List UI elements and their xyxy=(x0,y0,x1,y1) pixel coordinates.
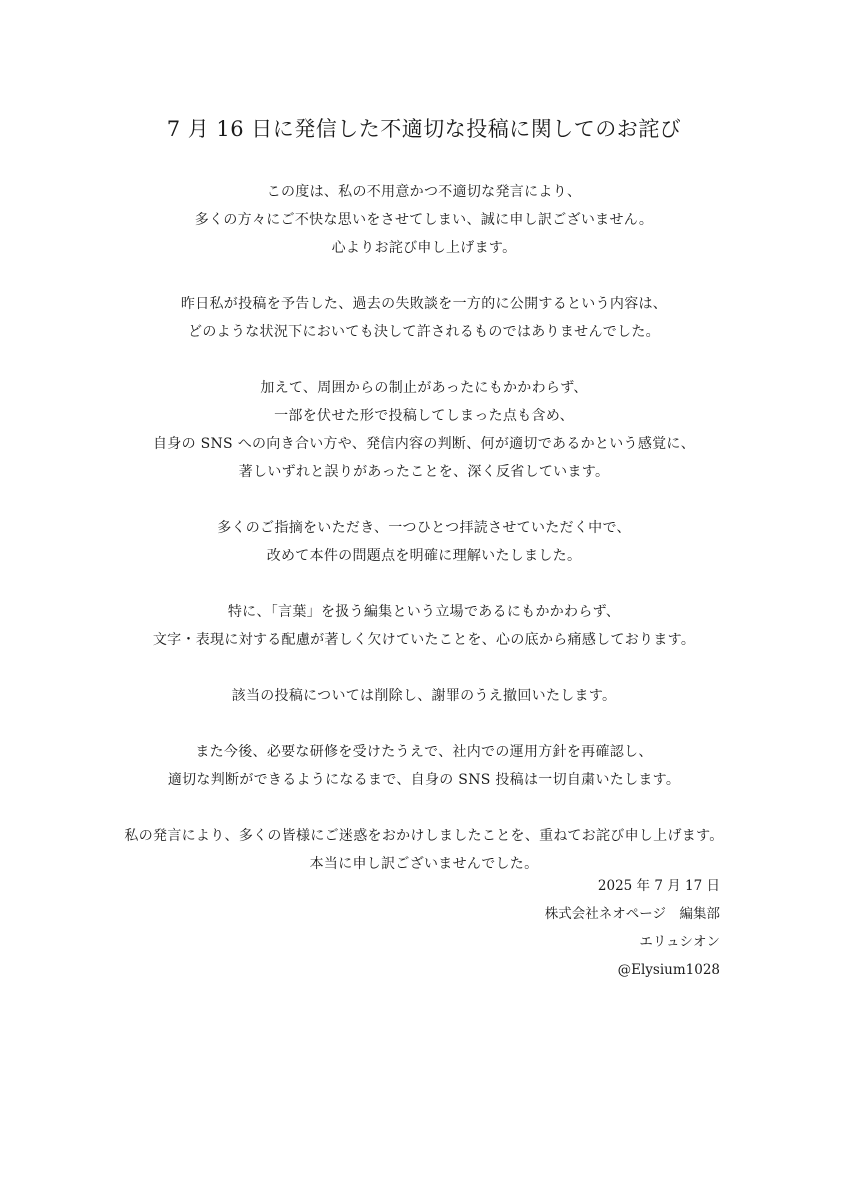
paragraph-line: 適切な判断ができるようになるまで、自身の SNS 投稿は一切自粛いたします。 xyxy=(167,772,681,788)
paragraph-1 xyxy=(24,178,824,262)
paragraph-line: 自身の SNS への向き合い方や、発信内容の判断、何が適切であるかという感覚に、 xyxy=(152,436,696,452)
paragraph-line: 本当に申し訳ございませんでした。 xyxy=(309,856,539,872)
signature-name: エリュシオン xyxy=(639,934,720,950)
paragraph-line: 特に、「言葉」を扱う編集という立場であるにもかかわらず、 xyxy=(227,604,621,620)
paragraph-6 xyxy=(24,682,824,710)
paragraph-4 xyxy=(24,514,824,570)
paragraph-7 xyxy=(24,738,824,794)
signature-handle: @Elysium1028 xyxy=(617,962,720,978)
paragraph-line: 昨日私が投稿を予告した、過去の失敗談を一方的に公開するという内容は、 xyxy=(180,296,668,312)
paragraph-line: 一部を伏せた形で投稿してしまった点も含め、 xyxy=(274,408,574,424)
paragraph-line: 多くのご指摘をいただき、一つひとつ拝読させていただく中で、 xyxy=(217,520,631,536)
paragraph-3 xyxy=(24,374,824,486)
paragraph-line: 心よりお詫び申し上げます。 xyxy=(331,240,517,256)
paragraph-line: 改めて本件の問題点を明確に理解いたしました。 xyxy=(266,548,582,564)
paragraph-line: 著しいずれと誤りがあったことを、深く反省しています。 xyxy=(238,464,610,480)
paragraph-line: 文字・表現に対する配慮が著しく欠けていたことを、心の底から痛感しております。 xyxy=(152,632,696,648)
document-body xyxy=(24,178,824,906)
paragraph-line: どのような状況下においても決して許されるものではありませんでした。 xyxy=(188,324,660,340)
paragraph-line: また今後、必要な研修を受けたうえで、社内での運用方針を再確認し、 xyxy=(195,744,653,760)
paragraph-line: 該当の投稿については削除し、謝罪のうえ撤回いたします。 xyxy=(231,688,617,704)
paragraph-line: 私の発言により、多くの皆様にご迷惑をおかけしましたことを、重ねてお詫び申し上げます。 xyxy=(124,828,724,844)
paragraph-line: 多くの方々にご不快な思いをさせてしまい、誠に申し訳ございません。 xyxy=(194,212,654,228)
signature-date: 2025 年 7 月 17 日 xyxy=(597,878,720,894)
paragraph-line: 加えて、周囲からの制止があったにもかかわらず、 xyxy=(260,380,588,396)
signature-block xyxy=(545,872,720,984)
signature-company: 株式会社ネオページ 編集部 xyxy=(544,906,720,922)
paragraph-2 xyxy=(24,290,824,346)
paragraph-5 xyxy=(24,598,824,654)
paragraph-line: この度は、私の不用意かつ不適切な発言により、 xyxy=(266,184,582,200)
paragraph-8 xyxy=(24,822,824,878)
document-title: 7 月 16 日に発信した不適切な投稿に関してのお詫び xyxy=(166,117,682,141)
